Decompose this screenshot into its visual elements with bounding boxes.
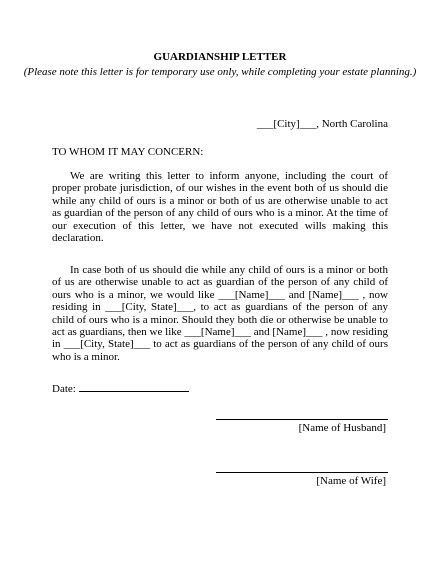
husband-signature-line xyxy=(216,419,388,420)
date-blank-line xyxy=(79,381,189,392)
paragraph-2: In case both of us should die while any child of ours is a minor or both of us are otherwise unable to act as guardian of the person of any child of ours who is a minor, we would like ___[Name]___ and [Name]___ , now residing in ___[City, State]___, to act as guardians of the person of any child of ours who is a minor. Should they both die or otherwise be unable to act as guardians, then we like ___[Name]___ and [Name]___ , now residing in ___[City, State]___ to act as guardians of the person of any child of ours who is a minor. xyxy=(52,264,388,363)
date-label: Date: xyxy=(52,383,76,395)
document-subtitle: (Please note this letter is for temporary use only, while completing your estate planning.) xyxy=(23,66,417,78)
date-field xyxy=(52,381,189,396)
wife-name-label: [Name of Wife] xyxy=(316,475,386,487)
document-title: GUARDIANSHIP LETTER xyxy=(153,51,287,63)
place-line: ___[City]___, North Carolina xyxy=(256,118,388,130)
salutation: TO WHOM IT MAY CONCERN: xyxy=(52,146,204,158)
husband-name-label: [Name of Husband] xyxy=(298,422,386,434)
paragraph-1: We are writing this letter to inform anyone, including the court of proper probate jurisdiction, of our wishes in the event both of us should die while any child of ours is a minor or both of us are otherwise unable to act as guardian of the person of any child of ours who is a minor. At the time of our execution of this letter, we have not executed wills making this declaration. xyxy=(52,170,388,245)
wife-signature-line xyxy=(216,472,388,473)
